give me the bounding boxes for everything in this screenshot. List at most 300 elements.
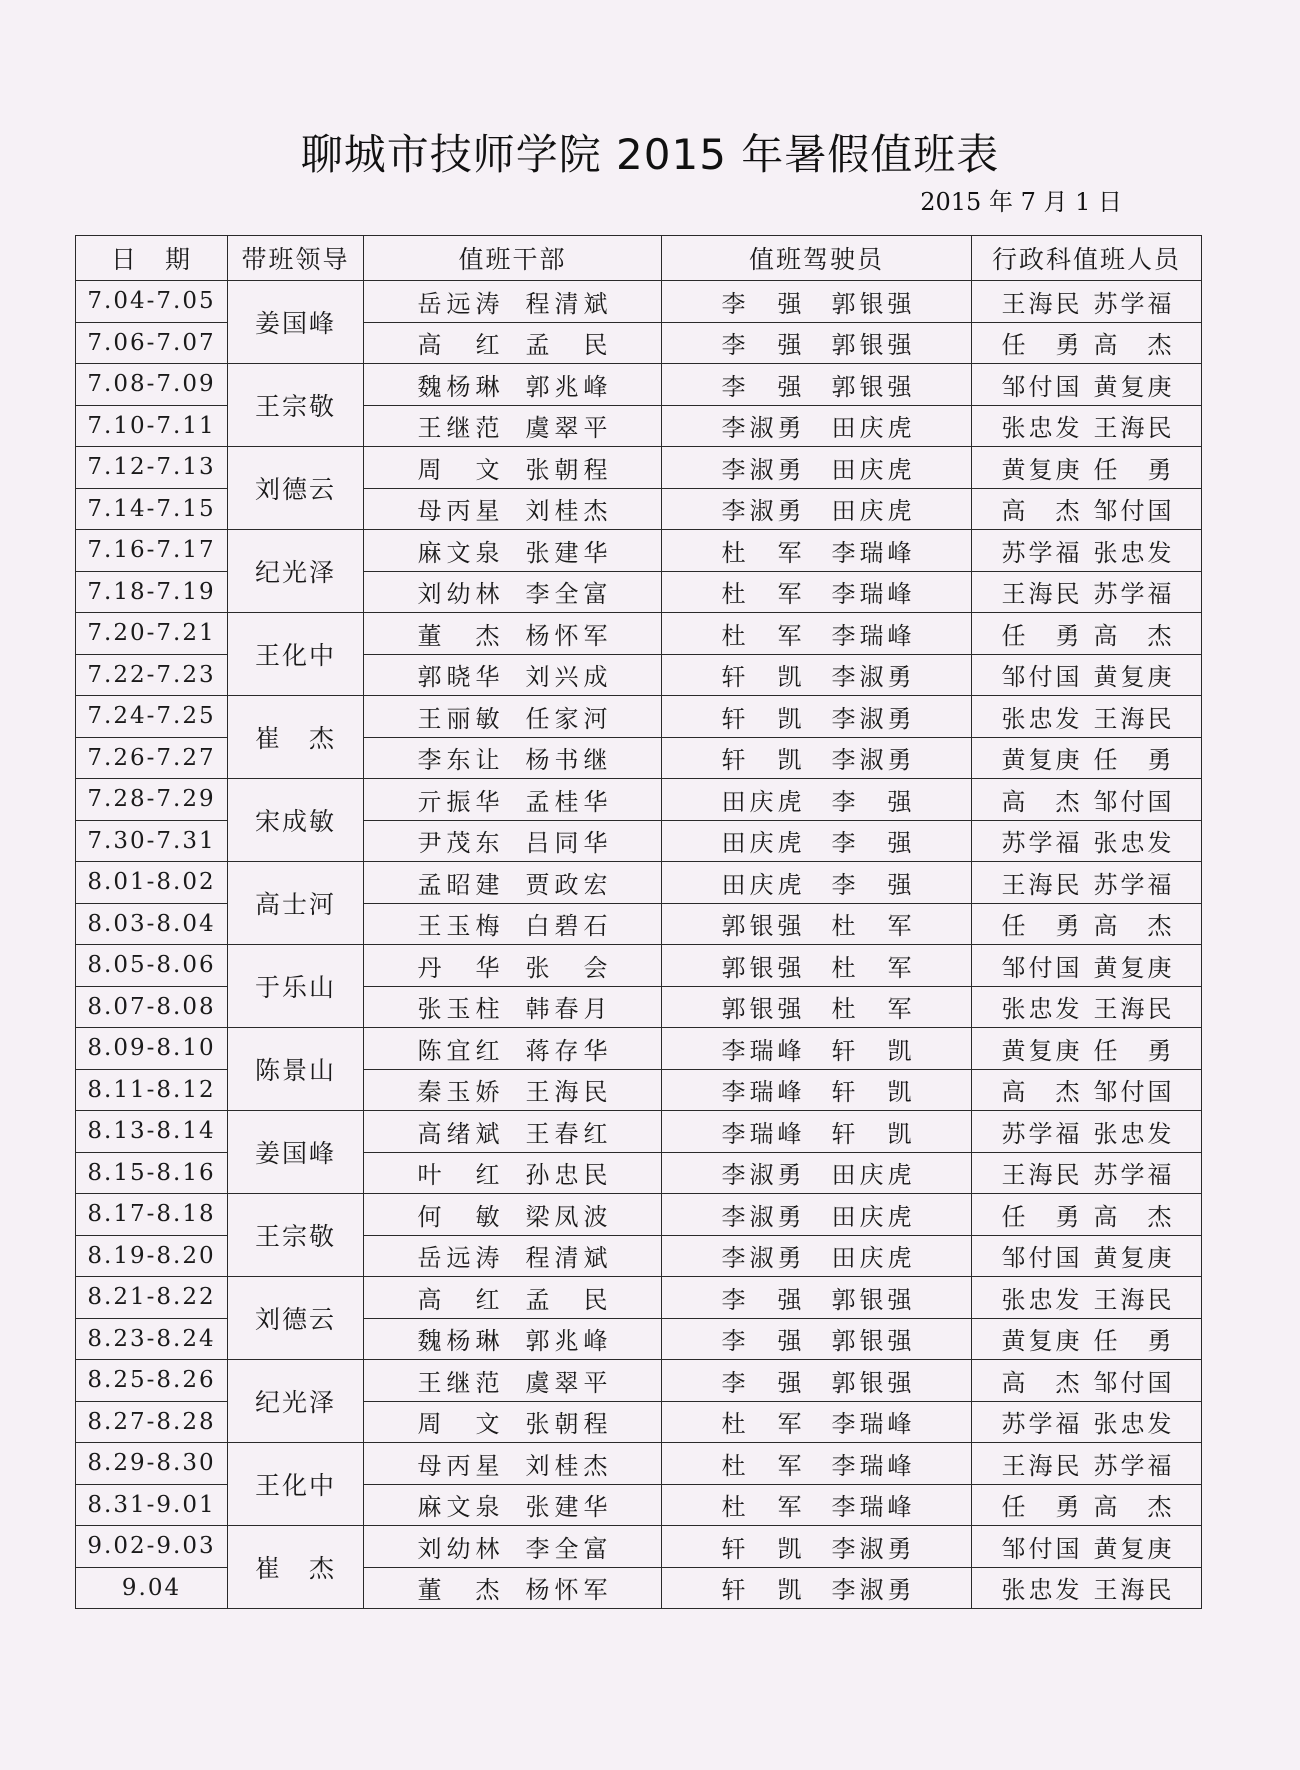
duty-cadre-cell <box>364 945 662 987</box>
duty-driver-cell <box>662 1360 972 1402</box>
cadre-name: 张建华 <box>525 1493 608 1522</box>
cadre-name: 张 会 <box>525 953 608 982</box>
date-cell: 9.02-9.03 <box>76 1526 228 1568</box>
driver-name: 田庆虎 <box>831 1202 912 1231</box>
admin-staff-cell <box>972 405 1202 447</box>
admin-name: 任 勇 <box>1001 621 1080 650</box>
driver-name: 李瑞峰 <box>831 1451 912 1480</box>
duty-cadre-cell <box>364 1194 662 1236</box>
driver-name: 李 强 <box>831 829 912 858</box>
table-body <box>76 281 1202 1609</box>
admin-staff-cell <box>972 1360 1202 1402</box>
cadre-name: 蒋存华 <box>525 1036 608 1065</box>
duty-cadre-cell <box>364 903 662 945</box>
admin-name: 高 杰 <box>1001 787 1080 816</box>
admin-name: 任 勇 <box>1093 1036 1172 1065</box>
duty-driver-cell <box>662 1277 972 1319</box>
cadre-name: 李全富 <box>525 580 608 609</box>
admin-name: 邹付国 <box>1001 1534 1080 1563</box>
admin-name: 高 杰 <box>1093 912 1172 941</box>
table-row <box>76 364 1202 406</box>
driver-name: 郭银强 <box>831 1327 912 1356</box>
date-cell: 7.10-7.11 <box>76 405 228 447</box>
duty-driver-cell <box>662 945 972 987</box>
duty-cadre-cell <box>364 696 662 738</box>
table-row <box>76 1360 1202 1402</box>
admin-name: 苏学福 <box>1093 580 1172 609</box>
admin-name: 黄复庚 <box>1001 746 1080 775</box>
table-row <box>76 1443 1202 1485</box>
admin-name: 苏学福 <box>1093 1161 1172 1190</box>
admin-name: 邹付国 <box>1001 372 1080 401</box>
admin-name: 任 勇 <box>1093 1327 1172 1356</box>
cadre-name: 周 文 <box>417 1410 500 1439</box>
table-row <box>76 281 1202 323</box>
cadre-name: 王继范 <box>417 1368 500 1397</box>
duty-driver-cell <box>662 696 972 738</box>
duty-cadre-cell <box>364 737 662 779</box>
date-cell: 7.18-7.19 <box>76 571 228 613</box>
admin-name: 任 勇 <box>1001 331 1080 360</box>
date-cell: 8.09-8.10 <box>76 1028 228 1070</box>
date-cell: 8.03-8.04 <box>76 903 228 945</box>
duty-cadre-cell <box>364 1484 662 1526</box>
leader-cell: 于乐山 <box>228 945 364 1028</box>
leader-cell: 王宗敬 <box>228 364 364 447</box>
leader-cell: 王宗敬 <box>228 1194 364 1277</box>
cadre-name: 李东让 <box>417 746 500 775</box>
header-date: 日 期 <box>76 236 228 281</box>
duty-driver-cell <box>662 654 972 696</box>
leader-cell: 纪光泽 <box>228 1360 364 1443</box>
duty-cadre-cell <box>364 986 662 1028</box>
cadre-name: 任家河 <box>525 704 608 733</box>
duty-cadre-cell <box>364 571 662 613</box>
cadre-name: 董 杰 <box>417 621 500 650</box>
header-duty-driver: 值班驾驶员 <box>662 236 972 281</box>
cadre-name: 王继范 <box>417 414 500 443</box>
admin-name: 张忠发 <box>1001 995 1080 1024</box>
admin-staff-cell <box>972 1318 1202 1360</box>
driver-name: 李淑勇 <box>721 497 802 526</box>
admin-staff-cell <box>972 613 1202 655</box>
duty-cadre-cell <box>364 779 662 821</box>
admin-name: 张忠发 <box>1093 538 1172 567</box>
cadre-name: 韩春月 <box>525 995 608 1024</box>
duty-cadre-cell <box>364 1443 662 1485</box>
admin-name: 黄复庚 <box>1001 455 1080 484</box>
duty-driver-cell <box>662 322 972 364</box>
document-title: 聊城市技师学院 2015 年暑假值班表 <box>300 130 1000 179</box>
admin-staff-cell <box>972 488 1202 530</box>
driver-name: 轩 凯 <box>721 704 802 733</box>
cadre-name: 王玉梅 <box>417 912 500 941</box>
driver-name: 轩 凯 <box>831 1078 912 1107</box>
driver-name: 田庆虎 <box>831 455 912 484</box>
duty-driver-cell <box>662 1567 972 1609</box>
admin-staff-cell <box>972 903 1202 945</box>
table-row <box>76 1111 1202 1153</box>
cadre-name: 郭兆峰 <box>525 372 608 401</box>
date-cell: 8.13-8.14 <box>76 1111 228 1153</box>
cadre-name: 吕同华 <box>525 829 608 858</box>
driver-name: 田庆虎 <box>831 414 912 443</box>
duty-driver-cell <box>662 1526 972 1568</box>
driver-name: 李淑勇 <box>831 746 912 775</box>
admin-staff-cell <box>972 364 1202 406</box>
cadre-name: 母丙星 <box>417 497 500 526</box>
admin-staff-cell <box>972 1277 1202 1319</box>
table-row <box>76 696 1202 738</box>
table-row <box>76 945 1202 987</box>
date-cell: 8.31-9.01 <box>76 1484 228 1526</box>
driver-name: 郭银强 <box>831 372 912 401</box>
leader-cell: 王化中 <box>228 1443 364 1526</box>
driver-name: 李 强 <box>831 787 912 816</box>
duty-cadre-cell <box>364 1235 662 1277</box>
admin-name: 黄复庚 <box>1001 1036 1080 1065</box>
cadre-name: 王春红 <box>525 1119 608 1148</box>
table-row <box>76 779 1202 821</box>
date-cell: 8.05-8.06 <box>76 945 228 987</box>
date-cell: 8.21-8.22 <box>76 1277 228 1319</box>
admin-name: 高 杰 <box>1093 331 1172 360</box>
driver-name: 李 强 <box>721 1368 802 1397</box>
duty-driver-cell <box>662 364 972 406</box>
driver-name: 杜 军 <box>721 580 802 609</box>
duty-cadre-cell <box>364 488 662 530</box>
admin-staff-cell <box>972 1526 1202 1568</box>
cadre-name: 杨怀军 <box>525 1576 608 1605</box>
admin-name: 黄复庚 <box>1093 953 1172 982</box>
header-duty-cadre: 值班干部 <box>364 236 662 281</box>
duty-driver-cell <box>662 779 972 821</box>
date-cell: 7.16-7.17 <box>76 530 228 572</box>
leader-cell: 刘德云 <box>228 1277 364 1360</box>
duty-cadre-cell <box>364 322 662 364</box>
duty-cadre-cell <box>364 1526 662 1568</box>
admin-name: 邹付国 <box>1001 663 1080 692</box>
driver-name: 李瑞峰 <box>831 1410 912 1439</box>
admin-staff-cell <box>972 447 1202 489</box>
cadre-name: 张建华 <box>525 538 608 567</box>
leader-cell: 陈景山 <box>228 1028 364 1111</box>
cadre-name: 杨书继 <box>525 746 608 775</box>
date-cell: 7.26-7.27 <box>76 737 228 779</box>
driver-name: 郭银强 <box>831 1285 912 1314</box>
admin-staff-cell <box>972 530 1202 572</box>
admin-staff-cell <box>972 1194 1202 1236</box>
duty-driver-cell <box>662 1028 972 1070</box>
table-header-row <box>76 236 1202 281</box>
admin-staff-cell <box>972 820 1202 862</box>
cadre-name: 刘桂杰 <box>525 1451 608 1480</box>
driver-name: 李瑞峰 <box>721 1078 802 1107</box>
date-cell: 7.24-7.25 <box>76 696 228 738</box>
leader-cell: 高士河 <box>228 862 364 945</box>
admin-name: 高 杰 <box>1001 1078 1080 1107</box>
admin-name: 任 勇 <box>1001 912 1080 941</box>
driver-name: 杜 军 <box>831 912 912 941</box>
admin-name: 王海民 <box>1001 870 1080 899</box>
cadre-name: 麻文泉 <box>417 538 500 567</box>
admin-name: 高 杰 <box>1001 1368 1080 1397</box>
date-cell: 7.22-7.23 <box>76 654 228 696</box>
driver-name: 轩 凯 <box>721 663 802 692</box>
duty-cadre-cell <box>364 1401 662 1443</box>
leader-cell: 姜国峰 <box>228 1111 364 1194</box>
duty-driver-cell <box>662 1069 972 1111</box>
driver-name: 李淑勇 <box>721 1244 802 1273</box>
table-row <box>76 447 1202 489</box>
leader-cell: 王化中 <box>228 613 364 696</box>
driver-name: 李 强 <box>721 1285 802 1314</box>
driver-name: 田庆虎 <box>831 1161 912 1190</box>
admin-name: 王海民 <box>1001 580 1080 609</box>
driver-name: 田庆虎 <box>831 497 912 526</box>
duty-cadre-cell <box>364 862 662 904</box>
admin-staff-cell <box>972 571 1202 613</box>
cadre-name: 张朝程 <box>525 1410 608 1439</box>
admin-staff-cell <box>972 1235 1202 1277</box>
duty-driver-cell <box>662 737 972 779</box>
duty-cadre-cell <box>364 364 662 406</box>
duty-driver-cell <box>662 903 972 945</box>
driver-name: 李 强 <box>831 870 912 899</box>
driver-name: 郭银强 <box>721 995 802 1024</box>
leader-cell: 纪光泽 <box>228 530 364 613</box>
admin-name: 张忠发 <box>1093 1119 1172 1148</box>
date-cell: 7.04-7.05 <box>76 281 228 323</box>
admin-staff-cell <box>972 1401 1202 1443</box>
cadre-name: 高 红 <box>417 331 500 360</box>
duty-driver-cell <box>662 986 972 1028</box>
cadre-name: 魏杨琳 <box>417 1327 500 1356</box>
admin-name: 苏学福 <box>1001 1410 1080 1439</box>
cadre-name: 亓振华 <box>417 787 500 816</box>
driver-name: 杜 军 <box>721 1410 802 1439</box>
driver-name: 李瑞峰 <box>721 1119 802 1148</box>
admin-name: 张忠发 <box>1093 829 1172 858</box>
table-row <box>76 1526 1202 1568</box>
duty-cadre-cell <box>364 1318 662 1360</box>
leader-cell: 崔 杰 <box>228 696 364 779</box>
driver-name: 李 强 <box>721 331 802 360</box>
cadre-name: 孟 民 <box>525 1285 608 1314</box>
duty-driver-cell <box>662 1484 972 1526</box>
duty-cadre-cell <box>364 654 662 696</box>
duty-cadre-cell <box>364 1028 662 1070</box>
driver-name: 田庆虎 <box>721 787 802 816</box>
duty-cadre-cell <box>364 1277 662 1319</box>
driver-name: 李淑勇 <box>721 414 802 443</box>
cadre-name: 王海民 <box>525 1078 608 1107</box>
admin-name: 黄复庚 <box>1001 1327 1080 1356</box>
admin-name: 张忠发 <box>1001 704 1080 733</box>
duty-driver-cell <box>662 281 972 323</box>
admin-name: 王海民 <box>1093 1576 1172 1605</box>
driver-name: 轩 凯 <box>721 746 802 775</box>
table-row <box>76 1194 1202 1236</box>
admin-name: 张忠发 <box>1001 1576 1080 1605</box>
admin-name: 苏学福 <box>1093 1451 1172 1480</box>
date-cell: 8.17-8.18 <box>76 1194 228 1236</box>
date-cell: 8.25-8.26 <box>76 1360 228 1402</box>
date-cell: 7.12-7.13 <box>76 447 228 489</box>
cadre-name: 麻文泉 <box>417 1493 500 1522</box>
driver-name: 李 强 <box>721 289 802 318</box>
admin-name: 任 勇 <box>1001 1202 1080 1231</box>
duty-driver-cell <box>662 1235 972 1277</box>
driver-name: 杜 军 <box>721 538 802 567</box>
cadre-name: 刘兴成 <box>525 663 608 692</box>
admin-name: 王海民 <box>1093 414 1172 443</box>
driver-name: 李淑勇 <box>721 1202 802 1231</box>
date-cell: 8.19-8.20 <box>76 1235 228 1277</box>
cadre-name: 郭兆峰 <box>525 1327 608 1356</box>
leader-cell: 姜国峰 <box>228 281 364 364</box>
leader-cell: 刘德云 <box>228 447 364 530</box>
duty-driver-cell <box>662 405 972 447</box>
admin-staff-cell <box>972 1152 1202 1194</box>
driver-name: 轩 凯 <box>721 1576 802 1605</box>
admin-staff-cell <box>972 737 1202 779</box>
duty-driver-cell <box>662 571 972 613</box>
driver-name: 郭银强 <box>831 331 912 360</box>
cadre-name: 董 杰 <box>417 1576 500 1605</box>
driver-name: 李淑勇 <box>831 1534 912 1563</box>
cadre-name: 刘幼林 <box>417 580 500 609</box>
date-cell: 7.06-7.07 <box>76 322 228 364</box>
cadre-name: 程清斌 <box>525 289 608 318</box>
admin-staff-cell <box>972 862 1202 904</box>
admin-name: 高 杰 <box>1093 1493 1172 1522</box>
cadre-name: 张朝程 <box>525 455 608 484</box>
date-cell: 7.08-7.09 <box>76 364 228 406</box>
driver-name: 田庆虎 <box>831 1244 912 1273</box>
duty-cadre-cell <box>364 447 662 489</box>
driver-name: 李淑勇 <box>721 1161 802 1190</box>
admin-name: 张忠发 <box>1093 1410 1172 1439</box>
admin-staff-cell <box>972 654 1202 696</box>
duty-cadre-cell <box>364 1567 662 1609</box>
table-row <box>76 613 1202 655</box>
admin-name: 王海民 <box>1093 704 1172 733</box>
admin-staff-cell <box>972 945 1202 987</box>
duty-cadre-cell <box>364 1152 662 1194</box>
driver-name: 李 强 <box>721 1327 802 1356</box>
cadre-name: 王丽敏 <box>417 704 500 733</box>
admin-staff-cell <box>972 1028 1202 1070</box>
header-leader: 带班领导 <box>228 236 364 281</box>
duty-roster-table <box>75 235 1202 1609</box>
admin-name: 王海民 <box>1093 1285 1172 1314</box>
admin-name: 高 杰 <box>1093 621 1172 650</box>
admin-name: 黄复庚 <box>1093 1534 1172 1563</box>
admin-name: 王海民 <box>1001 1161 1080 1190</box>
admin-name: 王海民 <box>1093 995 1172 1024</box>
cadre-name: 孟桂华 <box>525 787 608 816</box>
duty-cadre-cell <box>364 1111 662 1153</box>
duty-driver-cell <box>662 862 972 904</box>
driver-name: 杜 军 <box>721 1493 802 1522</box>
admin-name: 苏学福 <box>1093 289 1172 318</box>
duty-driver-cell <box>662 447 972 489</box>
driver-name: 李瑞峰 <box>831 538 912 567</box>
duty-cadre-cell <box>364 613 662 655</box>
admin-name: 张忠发 <box>1001 1285 1080 1314</box>
cadre-name: 贾政宏 <box>525 870 608 899</box>
duty-cadre-cell <box>364 1360 662 1402</box>
driver-name: 轩 凯 <box>831 1119 912 1148</box>
admin-staff-cell <box>972 1111 1202 1153</box>
driver-name: 杜 军 <box>721 621 802 650</box>
cadre-name: 岳远涛 <box>417 1244 500 1273</box>
cadre-name: 高绪斌 <box>417 1119 500 1148</box>
admin-name: 任 勇 <box>1001 1493 1080 1522</box>
duty-driver-cell <box>662 530 972 572</box>
cadre-name: 岳远涛 <box>417 289 500 318</box>
cadre-name: 丹 华 <box>417 953 500 982</box>
duty-cadre-cell <box>364 405 662 447</box>
admin-staff-cell <box>972 1567 1202 1609</box>
cadre-name: 孟昭建 <box>417 870 500 899</box>
date-cell: 8.27-8.28 <box>76 1401 228 1443</box>
duty-driver-cell <box>662 613 972 655</box>
date-cell: 8.11-8.12 <box>76 1069 228 1111</box>
driver-name: 田庆虎 <box>721 870 802 899</box>
driver-name: 李淑勇 <box>831 1576 912 1605</box>
date-cell: 7.14-7.15 <box>76 488 228 530</box>
cadre-name: 孟 民 <box>525 331 608 360</box>
admin-name: 邹付国 <box>1093 497 1172 526</box>
admin-name: 王海民 <box>1001 289 1080 318</box>
admin-name: 黄复庚 <box>1093 663 1172 692</box>
leader-cell: 宋成敏 <box>228 779 364 862</box>
admin-name: 苏学福 <box>1001 538 1080 567</box>
admin-name: 苏学福 <box>1001 1119 1080 1148</box>
driver-name: 轩 凯 <box>831 1036 912 1065</box>
duty-driver-cell <box>662 1111 972 1153</box>
cadre-name: 何 敏 <box>417 1202 500 1231</box>
leader-cell: 崔 杰 <box>228 1526 364 1609</box>
cadre-name: 虞翠平 <box>525 414 608 443</box>
cadre-name: 刘幼林 <box>417 1534 500 1563</box>
date-cell: 7.30-7.31 <box>76 820 228 862</box>
admin-name: 王海民 <box>1001 1451 1080 1480</box>
duty-driver-cell <box>662 1318 972 1360</box>
table-row <box>76 530 1202 572</box>
duty-driver-cell <box>662 1194 972 1236</box>
table-row <box>76 1028 1202 1070</box>
cadre-name: 李全富 <box>525 1534 608 1563</box>
driver-name: 李瑞峰 <box>831 1493 912 1522</box>
driver-name: 杜 军 <box>831 995 912 1024</box>
date-cell: 8.23-8.24 <box>76 1318 228 1360</box>
date-cell: 7.28-7.29 <box>76 779 228 821</box>
admin-staff-cell <box>972 281 1202 323</box>
cadre-name: 母丙星 <box>417 1451 500 1480</box>
driver-name: 李淑勇 <box>721 455 802 484</box>
driver-name: 轩 凯 <box>721 1534 802 1563</box>
cadre-name: 周 文 <box>417 455 500 484</box>
driver-name: 郭银强 <box>831 289 912 318</box>
admin-staff-cell <box>972 322 1202 364</box>
admin-staff-cell <box>972 696 1202 738</box>
driver-name: 李淑勇 <box>831 663 912 692</box>
admin-name: 苏学福 <box>1001 829 1080 858</box>
duty-driver-cell <box>662 488 972 530</box>
